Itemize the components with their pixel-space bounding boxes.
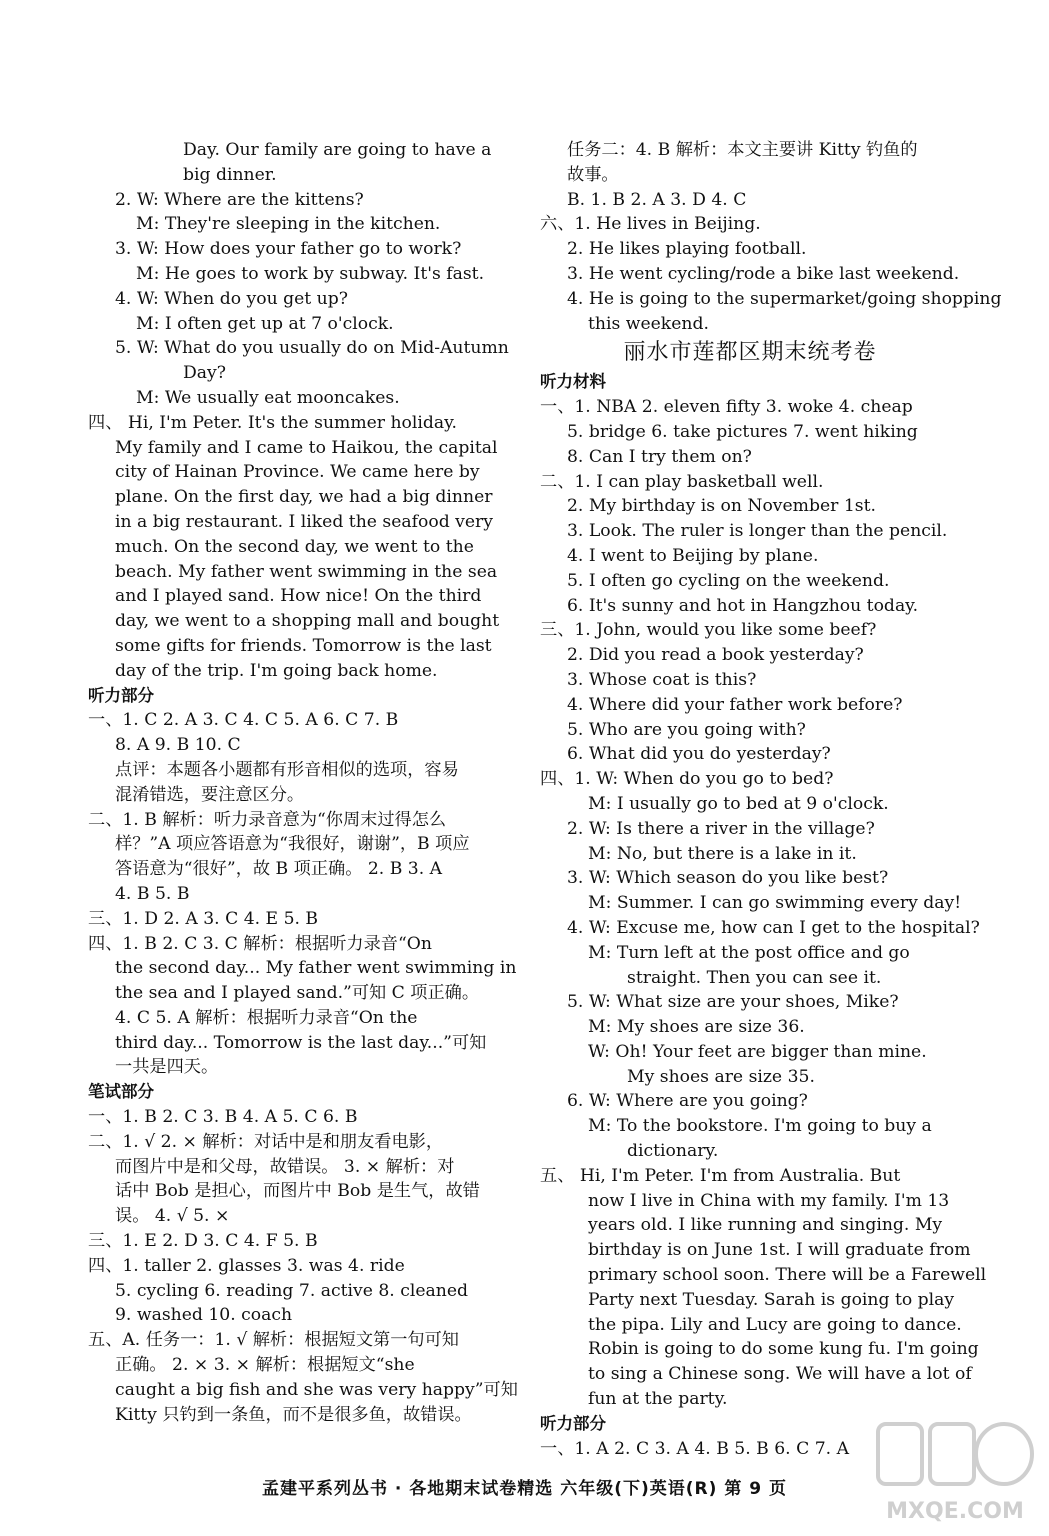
right-text-line: birthday is on June 1st. I will graduate from (588, 1240, 971, 1261)
right-text-line: years old. I like running and singing. My (588, 1215, 943, 1236)
right-text-line: 故事。 (567, 164, 619, 185)
left-text-line: big dinner. (183, 164, 277, 185)
left-text-line: 9. washed 10. coach (115, 1305, 293, 1326)
right-text-line: 8. Can I try them on? (567, 446, 752, 467)
left-text-line: the second day... My father went swimming in (115, 958, 517, 979)
right-text-line: M: Summer. I can go swimming every day! (588, 893, 962, 914)
right-text-line: 二、1. I can play basketball well. (540, 471, 824, 492)
right-text-line: 3. Whose coat is this? (567, 669, 757, 690)
left-text-line: 笔试部分 (88, 1082, 154, 1102)
right-text-line: 四、1. W: When do you go to bed? (540, 769, 834, 790)
left-text-line: 点评：本题各小题都有形音相似的选项，容易 (115, 759, 459, 780)
right-text-line: 一、1. NBA 2. eleven fifty 3. woke 4. cheap (540, 397, 913, 418)
left-text-line: 二、1. B 解析：听力录音意为“你周末过得怎么 (88, 809, 447, 830)
left-text-line: 三、1. E 2. D 3. C 4. F 5. B (88, 1231, 318, 1252)
right-text-line: M: My shoes are size 36. (588, 1017, 805, 1038)
right-text-line: now I live in China with my family. I'm 13 (588, 1190, 950, 1211)
left-text-line: much. On the second day, we went to the (115, 536, 474, 557)
page-footer: 孟建平系列丛书 · 各地期末试卷精选 六年级(下)英语(R) 第 9 页 (262, 1479, 787, 1499)
left-text-line: plane. On the first day, we had a big dinner (115, 487, 493, 508)
left-text-line: M: We usually eat mooncakes. (136, 387, 400, 408)
left-text-line: 而图片中是和父母，故错误。 3. × 解析：对 (115, 1156, 455, 1177)
left-text-line: 2. W: Where are the kittens? (115, 189, 364, 210)
left-text-line: 答语意为“很好”，故 B 项正确。 2. B 3. A (115, 859, 443, 880)
left-text-line: 五、A. 任务一：1. √ 解析：根据短文第一句可知 (88, 1330, 459, 1351)
left-text-line: day, we went to a shopping mall and bought (115, 611, 500, 632)
left-text-line: 一、1. B 2. C 3. B 4. A 5. C 6. B (88, 1107, 358, 1128)
right-text-line: 4. Where did your father work before? (567, 694, 903, 715)
right-text-line: 3. W: Which season do you like best? (567, 868, 889, 889)
left-text-line: beach. My father went swimming in the sea (115, 561, 498, 582)
right-text-line: M: I usually go to bed at 9 o'clock. (588, 793, 889, 814)
left-text-line: in a big restaurant. I liked the seafood very (115, 511, 493, 532)
left-text-line: 4. C 5. A 解析：根据听力录音“On the (115, 1007, 418, 1028)
right-text-line: 4. He is going to the supermarket/going shopping (567, 288, 1002, 309)
left-text-line: 3. W: How does your father go to work? (115, 239, 462, 260)
left-text-line: 样？”A 项应答语意为“我很好，谢谢”，B 项应 (115, 834, 470, 855)
right-text-line: 五、 Hi, I'm Peter. I'm from Australia. But (540, 1165, 901, 1186)
left-text-line: third day... Tomorrow is the last day...”可知 (115, 1032, 487, 1053)
left-text-line: 话中 Bob 是担心，而图片中 Bob 是生气，故错 (115, 1181, 480, 1202)
left-text-line: My family and I came to Haikou, the capital (115, 437, 498, 458)
watermark-logo (870, 1418, 1040, 1528)
right-text-line: 听力部分 (540, 1413, 606, 1433)
right-text-line: 丽水市莲都区期末统考卷 (623, 340, 877, 366)
left-text-line: M: They're sleeping in the kitchen. (136, 214, 441, 235)
right-text-line: primary school soon. There will be a Farewell (588, 1265, 987, 1286)
right-text-line: 6. What did you do yesterday? (567, 744, 831, 765)
right-text-line: 5. W: What size are your shoes, Mike? (567, 992, 899, 1013)
right-text-line: dictionary. (627, 1141, 719, 1162)
right-text-line: straight. Then you can see it. (627, 967, 882, 988)
right-text-line: 5. bridge 6. take pictures 7. went hiking (567, 421, 918, 442)
left-text-line: city of Hainan Province. We came here by (115, 462, 480, 483)
left-text-line: Kitty 只钓到一条鱼，而不是很多鱼，故错误。 (115, 1404, 472, 1425)
right-text-line: 5. I often go cycling on the weekend. (567, 570, 890, 591)
left-text-line: the sea and I played sand.”可知 C 项正确。 (115, 983, 480, 1004)
left-text-line: 5. cycling 6. reading 7. active 8. cleaned (115, 1280, 469, 1301)
svg-text:MXQE.COM: MXQE.COM (886, 1499, 1024, 1524)
right-text-line: B. 1. B 2. A 3. D 4. C (567, 189, 747, 210)
right-text-line: M: To the bookstore. I'm going to buy a (588, 1116, 932, 1137)
right-text-line: M: No, but there is a lake in it. (588, 843, 857, 864)
left-text-line: M: I often get up at 7 o'clock. (136, 313, 394, 334)
left-text-line: 三、1. D 2. A 3. C 4. E 5. B (88, 908, 319, 929)
left-text-line: 四、1. B 2. C 3. C 解析：根据听力录音“On (88, 933, 432, 954)
right-text-line: 6. W: Where are you going? (567, 1091, 808, 1112)
left-text-line: Day? (183, 363, 226, 384)
right-text-line: 2. He likes playing football. (567, 239, 807, 260)
left-text-line: 四、1. taller 2. glasses 3. was 4. ride (88, 1255, 405, 1276)
left-text-line: 混淆错选，要注意区分。 (115, 784, 305, 805)
left-text-line: 误。 4. √ 5. × (115, 1206, 230, 1227)
right-text-line: 2. My birthday is on November 1st. (567, 496, 876, 517)
right-text-line: 6. It's sunny and hot in Hangzhou today. (567, 595, 919, 616)
left-text-line: 4. B 5. B (115, 883, 190, 904)
left-text-line: 5. W: What do you usually do on Mid-Autumn (115, 338, 509, 359)
right-text-line: this weekend. (588, 313, 709, 334)
right-text-line: 4. I went to Beijing by plane. (567, 545, 819, 566)
left-text-line: some gifts for friends. Tomorrow is the last (115, 635, 492, 656)
left-text-line: day of the trip. I'm going back home. (115, 660, 438, 681)
left-text-line: and I played sand. How nice! On the third (115, 586, 482, 607)
right-text-line: 2. Did you read a book yesterday? (567, 645, 864, 666)
right-text-line: 5. Who are you going with? (567, 719, 806, 740)
right-text-line: W: Oh! Your feet are bigger than mine. (588, 1041, 927, 1062)
left-text-line: 四、 Hi, I'm Peter. It's the summer holiday. (88, 412, 458, 433)
right-text-line: to sing a Chinese song. We will have a lot of (588, 1364, 972, 1385)
left-text-line: 一共是四天。 (115, 1057, 219, 1078)
right-text-line: M: Turn left at the post office and go (588, 942, 910, 963)
left-text-line: 二、1. √ 2. × 解析：对话中是和朋友看电影， (88, 1131, 444, 1152)
right-text-line: 一、1. A 2. C 3. A 4. B 5. B 6. C 7. A (540, 1438, 849, 1459)
right-text-line: 听力材料 (540, 372, 606, 392)
right-text-line: My shoes are size 35. (627, 1066, 815, 1087)
right-text-line: 2. W: Is there a river in the village? (567, 818, 875, 839)
left-answer-column (88, 138, 518, 1427)
right-text-line: Robin is going to do some kung fu. I'm going (588, 1339, 979, 1360)
left-text-line: 一、1. C 2. A 3. C 4. C 5. A 6. C 7. B (88, 710, 399, 731)
right-answer-column (540, 138, 1002, 1461)
right-text-line: 3. Look. The ruler is longer than the pencil. (567, 521, 948, 542)
right-text-line: 4. W: Excuse me, how can I get to the hospital? (567, 917, 980, 938)
right-text-line: the pipa. Lily and Lucy are going to dance. (588, 1314, 962, 1335)
left-text-line: 8. A 9. B 10. C (115, 735, 241, 756)
right-text-line: 六、1. He lives in Beijing. (540, 214, 761, 235)
left-text-line: M: He goes to work by subway. It's fast. (136, 263, 485, 284)
left-text-line: 听力部分 (88, 685, 154, 705)
right-text-line: 三、1. John, would you like some beef? (540, 620, 877, 641)
right-text-line: fun at the party. (588, 1389, 728, 1410)
left-text-line: 4. W: When do you get up? (115, 288, 348, 309)
right-text-line: 3. He went cycling/rode a bike last weekend. (567, 263, 960, 284)
right-text-line: Party next Tuesday. Sarah is going to play (588, 1289, 955, 1310)
left-text-line: 正确。 2. × 3. × 解析：根据短文“she (115, 1355, 415, 1376)
left-text-line: caught a big fish and she was very happy”可知 (115, 1379, 518, 1400)
right-text-line: 任务二：4. B 解析：本文主要讲 Kitty 钓鱼的 (567, 140, 918, 160)
left-text-line: Day. Our family are going to have a (183, 140, 492, 160)
